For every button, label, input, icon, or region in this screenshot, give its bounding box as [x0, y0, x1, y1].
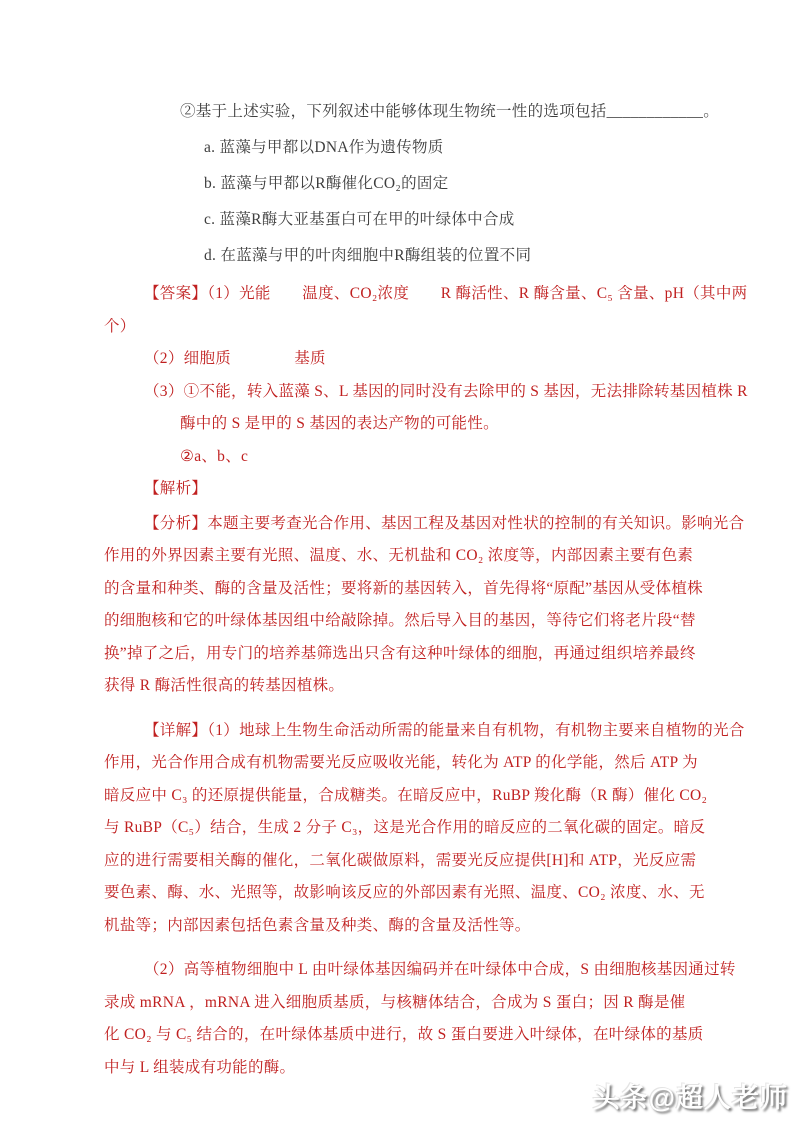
text-line: 【答案】（1）光能 温度、CO₂浓度 R 酶活性、R 酶含量、C₅ 含量、pH（其中两 [144, 285, 748, 302]
detail-block [104, 715, 745, 943]
text-line: 录成 mRNA ，mRNA 进入细胞质基质，与核糖体结合，合成为 S 蛋白；因 R 酶是催 [104, 993, 686, 1011]
text-line: 暗反应中 C₃ 的还原提供能量，合成糖类。在暗反应中，RuBP 羧化酶（R 酶）催化 CO₂ [104, 786, 708, 804]
text-line: （2）高等植物细胞中 L 由叶绿体基因编码并在叶绿体中合成，S 由细胞核基因通过转 [144, 961, 736, 978]
watermark: 头条@超人老师 [592, 1083, 788, 1113]
document-body [104, 94, 748, 1084]
text-line: 中与 L 组装成有功能的酶。 [104, 1058, 296, 1076]
text-line: 个） [104, 317, 136, 335]
analysis-block [104, 508, 745, 703]
detail-part2-block [104, 954, 736, 1084]
text-line: a. 蓝藻与甲都以DNA作为遗传物质 [204, 139, 444, 156]
text-line: b. 蓝藻与甲都以R酶催化CO₂的固定 [204, 175, 449, 192]
text-line: 作用的外界因素主要有光照、温度、水、无机盐和 CO₂ 浓度等，内部因素主要有色素 [104, 547, 694, 564]
text-line: 【分析】本题主要考查光合作用、基因工程及基因对性状的控制的有关知识。影响光合 [144, 514, 745, 532]
text-line: 机盐等；内部因素包括色素含量及种类、酶的含量及活性等。 [104, 916, 531, 934]
question-block [104, 94, 720, 274]
answer-block [104, 278, 748, 506]
text-line: 的细胞核和它的叶绿体基因组中给敲除掉。然后导入目的基因，等待它们将老片段“替 [104, 612, 696, 629]
text-line: 的含量和种类、酶的含量及活性；要将新的基因转入，首先得将“原配”基因从受体植株 [104, 579, 703, 597]
text-line: 与 RuBP（C₅）结合，生成 2 分子 C₃，这是光合作用的暗反应的二氧化碳的固定。暗反 [104, 819, 706, 836]
text-line: 获得 R 酶活性很高的转基因植株。 [104, 677, 345, 694]
text-line: 应的进行需要相关酶的催化，二氧化碳做原料，需要光反应提供[H]和 ATP，光反应需 [104, 851, 697, 869]
text-line: 要色素、酶、水、光照等，故影响该反应的外部因素有光照、温度、CO₂ 浓度、水、无 [104, 884, 705, 901]
text-line: 换”掉了之后，用专门的培养基筛选出只含有这种叶绿体的细胞，再通过组织培养最终 [104, 644, 696, 662]
text-line: ②基于上述实验，下列叙述中能够体现生物统一性的选项包括____________。 [180, 103, 720, 120]
text-line: d. 在蓝藻与甲的叶肉细胞中R酶组装的位置不同 [204, 247, 532, 264]
text-line: 【详解】（1）地球上生物生命活动所需的能量来自有机物，有机物主要来自植物的光合 [144, 721, 745, 739]
text-line: 作用，光合作用合成有机物需要光反应吸收光能，转化为 ATP 的化学能，然后 ATP 为 [104, 754, 698, 771]
text-line: 酶中的 S 是甲的 S 基因的表达产物的可能性。 [180, 415, 499, 432]
text-line: （3）①不能，转入蓝藻 S、L 基因的同时没有去除甲的 S 基因，无法排除转基因植株 R [144, 382, 748, 400]
text-line: （2）细胞质 基质 [144, 350, 326, 367]
text-line: 【解析】 [144, 480, 208, 497]
text-line: 化 CO₂ 与 C₅ 结合的，在叶绿体基质中进行，故 S 蛋白要进入叶绿体，在叶绿体的基质 [104, 1026, 704, 1043]
text-line: c. 蓝藻R酶大亚基蛋白可在甲的叶绿体中合成 [204, 211, 515, 228]
text-line: ②a、b、c [180, 447, 249, 465]
